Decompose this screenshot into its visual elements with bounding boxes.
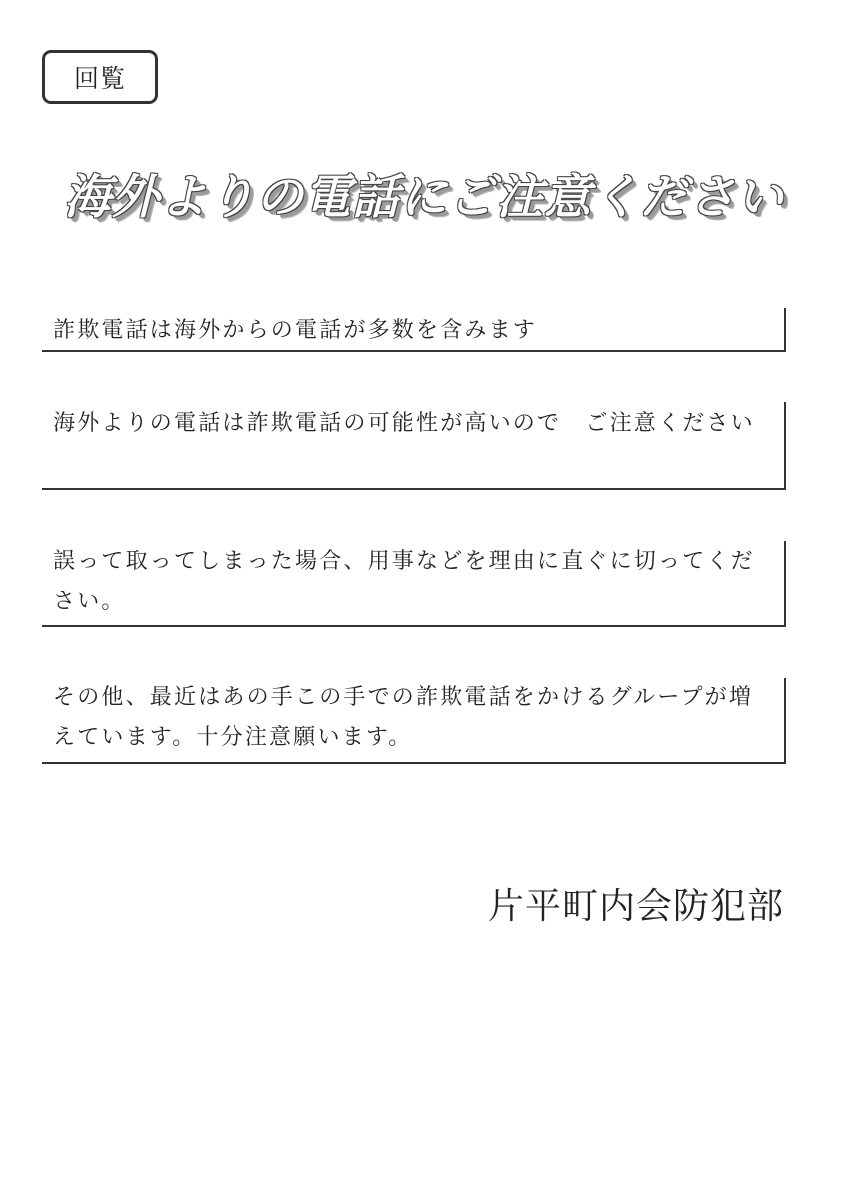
notice-item [42,402,786,490]
notice-item [42,541,786,627]
notice-text: 誤って取ってしまった場合、用事などを理由に直ぐに切ってください。 [53,549,755,614]
notice-text: 海外よりの電話は詐欺電話の可能性が高いので ご注意ください [53,411,755,436]
notice-text: その他、最近はあの手この手での詐欺電話をかけるグループが増えています。十分注意願います。 [53,685,754,750]
circular-stamp [42,50,158,104]
circular-label: 回覧 [73,64,126,93]
notice-item [42,678,786,764]
page-title: 海外よりの電話にご注意ください [64,170,784,225]
issuer-signature: 片平町内会防犯部 [487,886,784,927]
notice-item [42,308,786,352]
notice-text: 詐欺電話は海外からの電話が多数を含みます [53,318,538,343]
